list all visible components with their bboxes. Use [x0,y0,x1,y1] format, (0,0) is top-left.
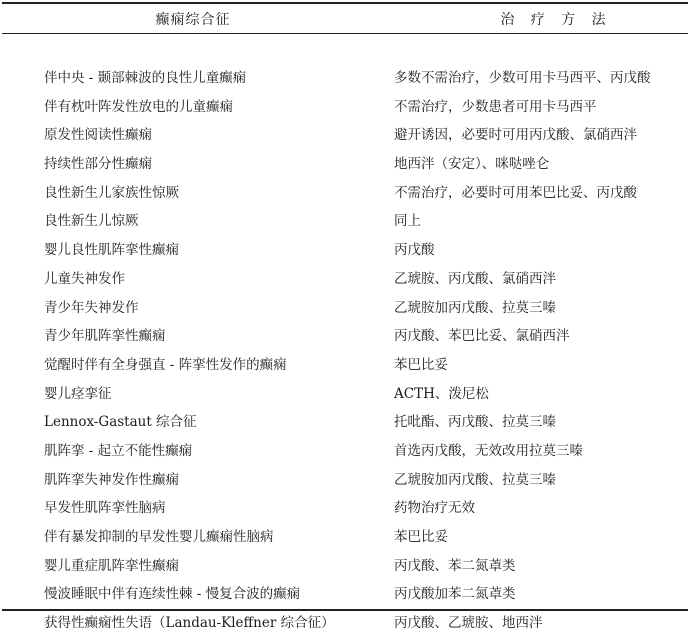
treatment-cell: 丙戊酸加苯二氮䓬类 [394,586,516,603]
treatment-cell: 不需治疗，必要时可用苯巴比妥、丙戊酸 [394,184,637,201]
treatment-cell: 丙戊酸、乙琥胺、地西泮 [394,615,543,632]
syndrome-cell: 伴有暴发抑制的早发性婴儿癫痫性脑病 [44,529,274,546]
syndrome-cell: 早发性肌阵挛性脑病 [44,500,166,517]
table-row [2,234,688,263]
treatment-cell: 多数不需治疗，少数可用卡马西平、丙戊酸 [394,70,651,87]
syndrome-cell: 肌阵挛失神发作性癫痫 [44,471,179,488]
syndrome-cell: 婴儿良性肌阵挛性癫痫 [44,242,179,259]
syndrome-cell: 伴有枕叶阵发性放电的儿童癫痫 [44,98,233,115]
syndrome-cell: 持续性部分性癫痫 [44,156,152,173]
table-row [2,377,688,406]
treatment-cell: 同上 [394,213,421,230]
column-header-syndrome: 癫痫综合征 [155,11,231,28]
table-row [2,90,688,119]
treatment-cell: 地西泮（安定）、咪哒唑仑 [394,156,550,173]
table-row [2,578,688,607]
table-row [2,349,688,378]
syndrome-cell: 婴儿重症肌阵挛性癫痫 [44,557,179,574]
treatment-cell: 避开诱因，必要时可用丙戊酸、氯硝西泮 [394,127,637,144]
table-row [2,62,688,91]
syndrome-cell: 获得性癫痫性失语（Landau-Kleffner 综合征） [44,615,335,632]
treatment-cell: 乙琥胺、丙戊酸、氯硝西泮 [394,270,556,287]
treatment-cell: 乙琥胺加丙戊酸、拉莫三嗪 [394,299,556,316]
table-row [2,406,688,435]
syndrome-cell: 原发性阅读性癫痫 [44,127,152,144]
table-row [2,492,688,521]
treatment-cell: 不需治疗，少数患者可用卡马西平 [394,98,597,115]
table-row [2,521,688,550]
syndrome-cell: 青少年失神发作 [44,299,139,316]
table-row [2,205,688,234]
table-row [2,549,688,578]
data-table [2,4,688,635]
treatment-cell: 首选丙戊酸，无效改用拉莫三嗪 [394,442,583,459]
table-row [2,176,688,205]
table-body [2,33,688,635]
treatment-cell: 药物治疗无效 [394,500,475,517]
syndrome-cell: 慢波睡眠中伴有连续性棘 - 慢复合波的癫痫 [44,586,301,603]
syndrome-cell: 觉醒时伴有全身强直 - 阵挛性发作的癫痫 [44,356,287,373]
syndrome-cell: 青少年肌阵挛性癫痫 [44,328,166,345]
syndrome-cell: Lennox-Gastaut 综合征 [44,414,197,431]
table-row [2,148,688,177]
table-row [2,320,688,349]
syndrome-cell: 良性新生儿惊厥 [44,213,139,230]
syndrome-cell: 良性新生儿家族性惊厥 [44,184,179,201]
treatment-cell: 丙戊酸、苯二氮䓬类 [394,557,516,574]
treatment-cell: ACTH、泼尼松 [394,385,489,402]
syndrome-cell: 肌阵挛 - 起立不能性癫痫 [44,442,193,459]
column-header-treatment: 治 疗 方 法 [500,11,612,28]
treatment-cell: 苯巴比妥 [394,356,448,373]
syndrome-cell: 婴儿痉挛征 [44,385,112,402]
table-row [2,263,688,292]
table-row [2,607,688,635]
table-row [2,291,688,320]
table-row [2,119,688,148]
syndrome-cell: 伴中央 - 颞部棘波的良性儿童癫痫 [44,70,247,87]
treatment-cell: 苯巴比妥 [394,529,448,546]
treatment-cell: 丙戊酸 [394,242,435,259]
treatment-cell: 丙戊酸、苯巴比妥、氯硝西泮 [394,328,570,345]
syndrome-cell: 儿童失神发作 [44,270,125,287]
treatment-cell: 乙琥胺加丙戊酸、拉莫三嗪 [394,471,556,488]
table-header [2,4,688,33]
treatment-cell: 托吡酯、丙戊酸、拉莫三嗪 [394,414,556,431]
table-row [2,435,688,464]
table-row [2,463,688,492]
